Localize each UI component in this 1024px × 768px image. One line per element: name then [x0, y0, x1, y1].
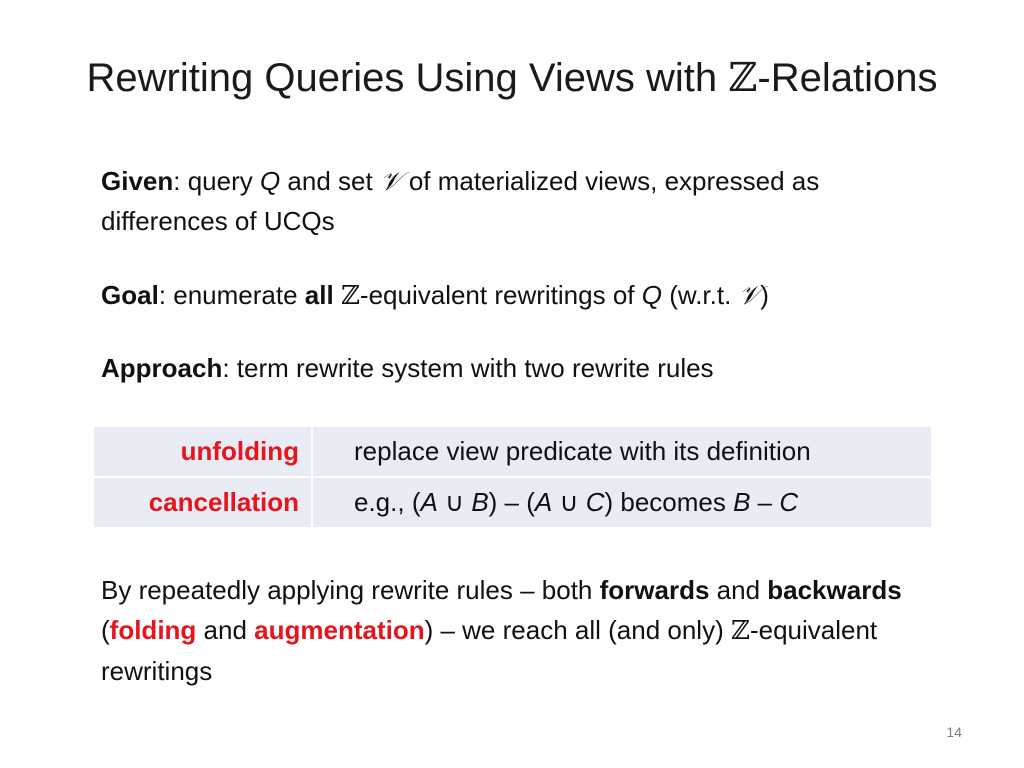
- set-a: A: [420, 487, 438, 517]
- table-row: [94, 427, 931, 477]
- given-label: Given: [101, 166, 174, 196]
- approach-label: Approach: [101, 353, 223, 383]
- rule-text: –: [750, 487, 780, 517]
- set-b: B: [733, 487, 751, 517]
- goal-text-4: ): [760, 280, 769, 310]
- integer-symbol: ℤ: [340, 281, 360, 311]
- set-a: A: [534, 487, 553, 517]
- union-symbol: ∪: [437, 487, 472, 517]
- rule-description-unfolding: replace view predicate with its definition: [312, 427, 931, 477]
- conclusion-text-6: -equivalent rewritings: [101, 615, 878, 686]
- integer-symbol: ℤ: [728, 55, 758, 101]
- table-row: [94, 477, 931, 527]
- title-text-start: Rewriting Queries Using Views with: [86, 56, 729, 100]
- rule-name-unfolding: unfolding: [94, 427, 312, 477]
- integer-symbol: ℤ: [730, 616, 750, 646]
- slide-title: [0, 52, 1024, 104]
- goal-label: Goal: [101, 280, 159, 310]
- given-text-1: : query: [173, 166, 260, 196]
- given-text-3: of materialized views, expressed as differences of UCQs: [101, 166, 820, 236]
- rule-text: ) – (: [488, 487, 535, 517]
- rule-text: e.g., (: [354, 487, 421, 517]
- goal-text-1: : enumerate: [158, 280, 305, 310]
- approach-paragraph: [101, 349, 951, 388]
- goal-text-3: (w.r.t.: [661, 280, 739, 310]
- set-c: C: [779, 487, 799, 517]
- backwards-term: backwards: [767, 575, 902, 605]
- rule-description-cancellation: [312, 477, 931, 527]
- forwards-term: forwards: [599, 575, 710, 605]
- goal-all: all: [304, 280, 334, 310]
- given-text-2: and set: [280, 166, 380, 196]
- rewrite-rules-table: [94, 427, 931, 527]
- conclusion-text-2: and: [709, 575, 768, 605]
- conclusion-paragraph: [101, 570, 951, 691]
- augmentation-term: augmentation: [254, 615, 425, 645]
- union-symbol: ∪: [552, 487, 586, 517]
- goal-text-2: -equivalent rewritings of: [359, 280, 642, 310]
- given-paragraph: [101, 162, 951, 241]
- page-number: 14: [946, 724, 962, 740]
- query-symbol: Q: [259, 166, 281, 196]
- set-c: C: [585, 487, 605, 517]
- set-b: B: [471, 487, 489, 517]
- conclusion-text-3: (: [101, 615, 110, 645]
- views-symbol: 𝒱: [379, 167, 402, 197]
- approach-text: : term rewrite system with two rewrite rules: [222, 353, 714, 383]
- folding-term: folding: [109, 615, 197, 645]
- rule-name-cancellation: cancellation: [94, 477, 312, 527]
- conclusion-text-5: ) – we reach all (and only): [424, 615, 731, 645]
- rule-text: ) becomes: [604, 487, 734, 517]
- views-symbol: 𝒱: [738, 281, 761, 311]
- goal-paragraph: [101, 276, 951, 316]
- conclusion-text-1: By repeatedly applying rewrite rules – both: [101, 575, 600, 605]
- query-symbol: Q: [641, 280, 662, 310]
- title-text-end: -Relations: [757, 56, 938, 100]
- conclusion-text-4: and: [196, 615, 255, 645]
